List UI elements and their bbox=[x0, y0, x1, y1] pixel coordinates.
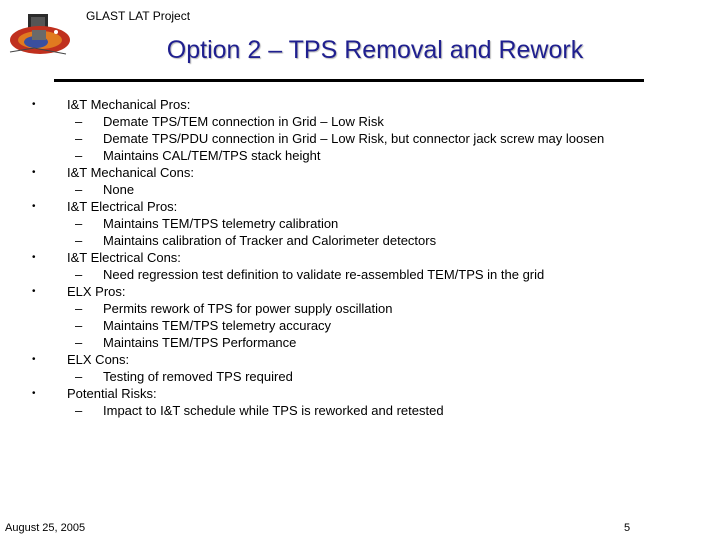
sub-bullet-marker: – bbox=[75, 267, 83, 282]
bullet-list bbox=[30, 96, 650, 419]
sub-bullet-item bbox=[30, 181, 650, 198]
bullet-item bbox=[30, 351, 650, 368]
bullet-item bbox=[30, 164, 650, 181]
bullet-text: Potential Risks: bbox=[67, 386, 157, 401]
sub-bullet-marker: – bbox=[75, 301, 83, 316]
sub-bullet-marker: – bbox=[75, 369, 83, 384]
bullet-marker: • bbox=[32, 99, 36, 110]
bullet-text: I&T Mechanical Pros: bbox=[67, 97, 191, 112]
sub-bullet-text: Impact to I&T schedule while TPS is reworked and retested bbox=[103, 403, 444, 418]
bullet-text: I&T Electrical Cons: bbox=[67, 250, 181, 265]
sub-bullet-marker: – bbox=[75, 403, 83, 418]
sub-bullet-item bbox=[30, 232, 650, 249]
sub-bullet-item bbox=[30, 215, 650, 232]
bullet-item bbox=[30, 198, 650, 215]
sub-bullet-item bbox=[30, 317, 650, 334]
page-number: 5 bbox=[624, 522, 631, 534]
sub-bullet-marker: – bbox=[75, 318, 83, 333]
bullet-marker: • bbox=[32, 252, 36, 263]
slide-title: Option 2 – TPS Removal and Rework bbox=[166, 36, 584, 64]
sub-bullet-text: Permits rework of TPS for power supply oscillation bbox=[103, 301, 393, 316]
bullet-marker: • bbox=[32, 286, 36, 297]
sub-bullet-text: Maintains TEM/TPS Performance bbox=[103, 335, 297, 350]
sub-bullet-text: Testing of removed TPS required bbox=[103, 369, 293, 384]
sub-bullet-item bbox=[30, 147, 650, 164]
bullet-marker: • bbox=[32, 388, 36, 399]
sub-bullet-marker: – bbox=[75, 182, 83, 197]
bullet-text: ELX Cons: bbox=[67, 352, 130, 367]
bullet-marker: • bbox=[32, 354, 36, 365]
sub-bullet-marker: – bbox=[75, 233, 83, 248]
bullet-item bbox=[30, 283, 650, 300]
bullet-text: I&T Mechanical Cons: bbox=[67, 165, 194, 180]
sub-bullet-marker: – bbox=[75, 216, 83, 231]
footer-date: August 25, 2005 bbox=[5, 522, 86, 534]
sub-bullet-item bbox=[30, 334, 650, 351]
bullet-marker: • bbox=[32, 167, 36, 178]
bullet-marker: • bbox=[32, 201, 36, 212]
sub-bullet-item bbox=[30, 113, 650, 130]
sub-bullet-item bbox=[30, 300, 650, 317]
bullet-item bbox=[30, 96, 650, 113]
sub-bullet-text: Need regression test definition to validate re-assembled TEM/TPS in the grid bbox=[103, 267, 545, 282]
sub-bullet-text: Maintains CAL/TEM/TPS stack height bbox=[103, 148, 321, 163]
sub-bullet-text: Demate TPS/PDU connection in Grid – Low Risk, but connector jack screw may loosen bbox=[103, 131, 605, 146]
sub-bullet-text: Maintains TEM/TPS telemetry accuracy bbox=[103, 318, 332, 333]
bullet-text: ELX Pros: bbox=[67, 284, 126, 299]
title-divider bbox=[54, 79, 644, 82]
bullet-text: I&T Electrical Pros: bbox=[67, 199, 178, 214]
sub-bullet-text: Maintains calibration of Tracker and Calorimeter detectors bbox=[103, 233, 437, 248]
project-name: GLAST LAT Project bbox=[86, 9, 191, 23]
sub-bullet-item bbox=[30, 368, 650, 385]
bullet-item bbox=[30, 249, 650, 266]
sub-bullet-text: None bbox=[103, 182, 135, 197]
sub-bullet-marker: – bbox=[75, 114, 83, 129]
sub-bullet-text: Demate TPS/TEM connection in Grid – Low Risk bbox=[103, 114, 384, 129]
sub-bullet-marker: – bbox=[75, 148, 83, 163]
sub-bullet-item bbox=[30, 402, 650, 419]
sub-bullet-text: Maintains TEM/TPS telemetry calibration bbox=[103, 216, 339, 231]
sub-bullet-item bbox=[30, 266, 650, 283]
bullet-item bbox=[30, 385, 650, 402]
sub-bullet-marker: – bbox=[75, 131, 83, 146]
sub-bullet-item bbox=[30, 130, 650, 147]
sub-bullet-marker: – bbox=[75, 335, 83, 350]
